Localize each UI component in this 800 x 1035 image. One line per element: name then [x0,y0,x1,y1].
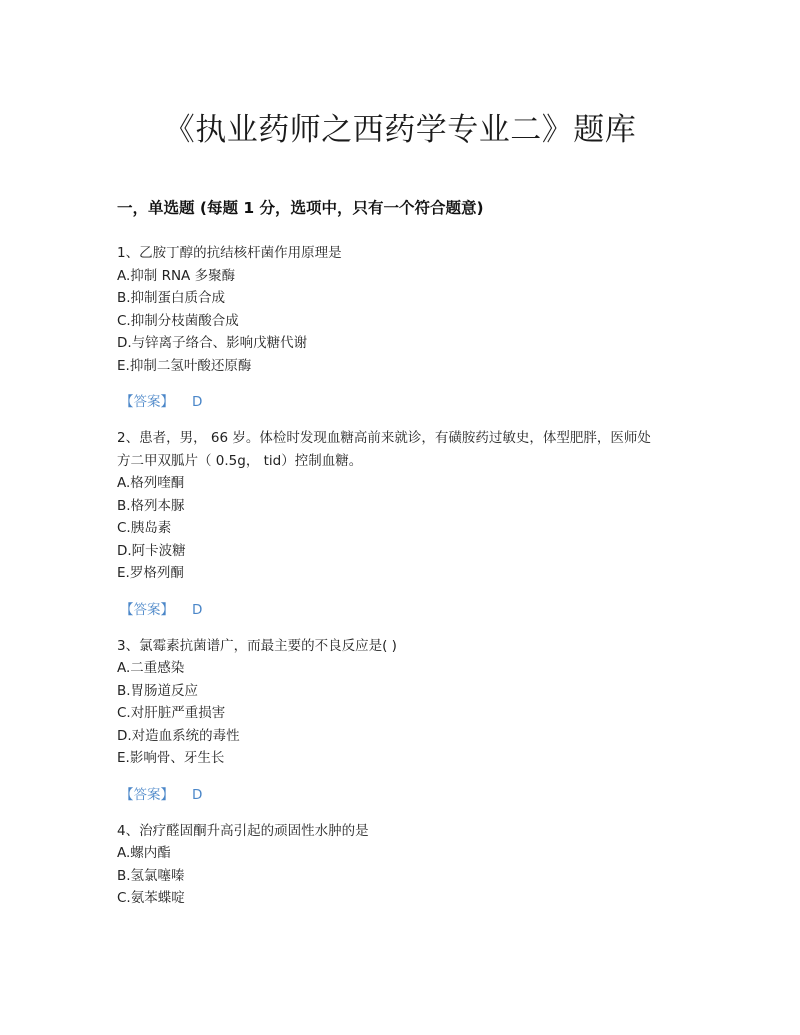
question-stem: 4、治疗醛固酮升高引起的顽固性水肿的是 [117,822,369,839]
answer-line [120,599,687,621]
answer-value: D [192,601,203,618]
answer-label: 【答案】 [120,786,174,803]
question-stem: 3、氯霉素抗菌谱广，而最主要的不良反应是( ) [117,637,397,654]
option-d: D.阿卡波糖 [117,542,186,559]
question-stem: 2、患者，男， 66 岁。体检时发现血糖高前来就诊，有磺胺药过敏史，体型肥胖，医师处 [117,430,651,446]
answer-line [120,784,687,806]
option-a: A.抑制 RNA 多聚酶 [117,267,236,284]
answer-line [120,391,687,413]
answer-label: 【答案】 [120,394,174,410]
option-d: D.对造血系统的毒性 [117,727,240,744]
option-e: E.影响骨、牙生长 [117,750,225,766]
option-e: E.罗格列酮 [117,565,184,581]
option-d: D.与锌离子络合、影响戊糖代谢 [117,335,308,351]
option-b: B.格列本脲 [117,497,185,514]
option-c: C.抑制分枝菌酸合成 [117,312,239,329]
question-4 [117,820,687,910]
question-1 [117,242,687,413]
document-title: 《执业药师之西药学专业二》题库 [163,112,637,148]
question-2 [117,427,687,621]
question-stem-continued: 方二甲双胍片（ 0.5g， tid）控制血糖。 [117,452,363,469]
option-a: A.螺内酯 [117,845,171,861]
question-3 [117,635,687,806]
option-c: C.对肝脏严重损害 [117,705,226,721]
option-b: B.氢氯噻嗪 [117,867,185,884]
answer-value: D [192,786,203,803]
option-b: B.抑制蛋白质合成 [117,290,226,306]
option-e: E.抑制二氢叶酸还原酶 [117,357,252,374]
question-stem: 1、乙胺丁醇的抗结核杆菌作用原理是 [117,245,342,261]
answer-label: 【答案】 [120,601,174,618]
option-c: C.胰岛素 [117,520,172,536]
question-list [117,242,687,910]
answer-value: D [192,394,203,410]
option-b: B.胃肠道反应 [117,682,199,699]
section-heading: 一，单选题 (每题 1 分，选项中，只有一个符合题意) [117,199,484,217]
option-a: A.格列喹酮 [117,475,185,491]
option-a: A.二重感染 [117,660,185,676]
option-c: C.氨苯蝶啶 [117,890,185,906]
